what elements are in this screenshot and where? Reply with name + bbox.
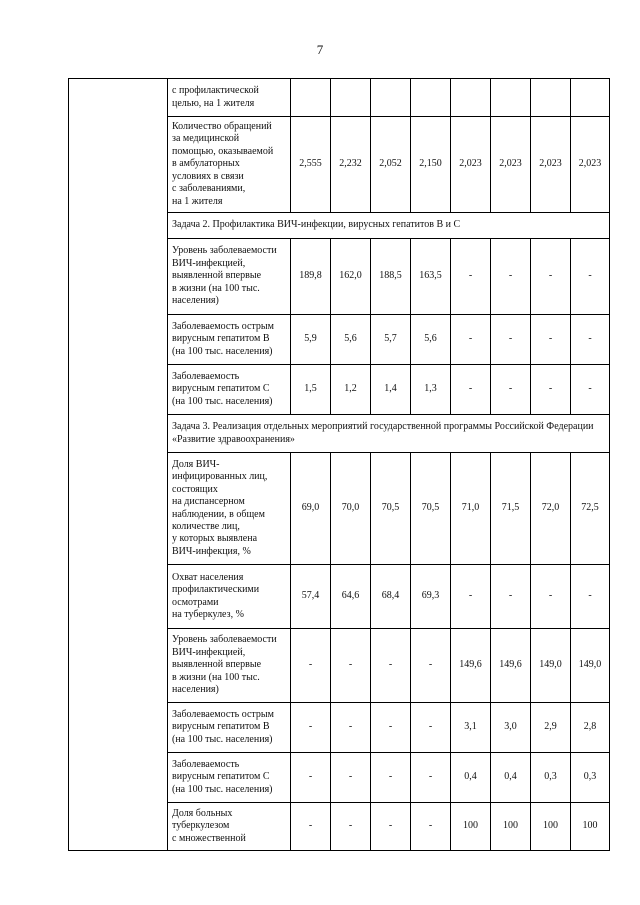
indicator-name: Уровень заболеваемости ВИЧ-инфекцией, выявленной впервые в жизни (на 100 тыс. населения) xyxy=(168,629,291,703)
indicator-value: - xyxy=(571,565,610,629)
indicator-value xyxy=(371,79,411,117)
indicator-value: - xyxy=(331,803,371,851)
indicator-name: Заболеваемость острым вирусным гепатитом В (на 100 тыс. населения) xyxy=(168,703,291,753)
indicator-value xyxy=(571,79,610,117)
indicator-value: 149,6 xyxy=(491,629,531,703)
indicator-value: - xyxy=(291,803,331,851)
indicator-value: 0,4 xyxy=(491,753,531,803)
indicator-name: Заболеваемость острым вирусным гепатитом В (на 100 тыс. населения) xyxy=(168,315,291,365)
indicator-value: 5,6 xyxy=(331,315,371,365)
task-heading: Задача 2. Профилактика ВИЧ-инфекции, вирусных гепатитов В и С xyxy=(168,213,610,239)
indicator-value: 2,9 xyxy=(531,703,571,753)
indicator-value: - xyxy=(451,565,491,629)
indicator-value: 0,3 xyxy=(571,753,610,803)
indicator-value: - xyxy=(291,703,331,753)
indicator-value: 71,5 xyxy=(491,453,531,565)
indicator-value: 5,9 xyxy=(291,315,331,365)
indicator-value: 149,0 xyxy=(531,629,571,703)
indicator-value: 72,0 xyxy=(531,453,571,565)
indicator-value xyxy=(331,79,371,117)
indicator-value: 69,0 xyxy=(291,453,331,565)
indicator-value: - xyxy=(491,565,531,629)
indicator-value: - xyxy=(571,239,610,315)
indicator-value: 163,5 xyxy=(411,239,451,315)
indicator-value: - xyxy=(371,753,411,803)
indicator-value: - xyxy=(411,629,451,703)
indicator-value: 100 xyxy=(571,803,610,851)
indicator-value: - xyxy=(331,703,371,753)
task-heading: Задача 3. Реализация отдельных мероприятий государственной программы Российской Федерации «Развитие здравоохранения» xyxy=(168,415,610,453)
indicator-name: Доля больных туберкулезом с множественной xyxy=(168,803,291,851)
indicator-value: - xyxy=(571,365,610,415)
indicator-value: - xyxy=(411,703,451,753)
indicator-value: 2,023 xyxy=(571,117,610,213)
indicator-value: - xyxy=(291,753,331,803)
page-number: 7 xyxy=(316,42,324,57)
indicator-value: 100 xyxy=(531,803,571,851)
indicator-value xyxy=(291,79,331,117)
indicator-value: - xyxy=(451,365,491,415)
indicator-value: 2,8 xyxy=(571,703,610,753)
table-body xyxy=(69,79,610,851)
program-column-cell xyxy=(69,79,168,851)
indicator-name: Заболеваемость вирусным гепатитом С (на 100 тыс. населения) xyxy=(168,753,291,803)
indicator-value: - xyxy=(411,753,451,803)
indicator-value: 0,4 xyxy=(451,753,491,803)
indicator-value: 189,8 xyxy=(291,239,331,315)
indicator-value: - xyxy=(291,629,331,703)
indicator-value: 149,0 xyxy=(571,629,610,703)
indicator-value xyxy=(411,79,451,117)
indicator-value: 64,6 xyxy=(331,565,371,629)
indicator-value: - xyxy=(411,803,451,851)
indicator-value: 2,232 xyxy=(331,117,371,213)
indicator-name: Заболеваемость вирусным гепатитом С (на 100 тыс. населения) xyxy=(168,365,291,415)
indicator-value: 100 xyxy=(451,803,491,851)
indicator-value: 69,3 xyxy=(411,565,451,629)
indicator-value: 70,5 xyxy=(411,453,451,565)
indicator-value: 3,0 xyxy=(491,703,531,753)
indicator-value: - xyxy=(371,629,411,703)
indicator-value: 72,5 xyxy=(571,453,610,565)
indicator-value: 2,555 xyxy=(291,117,331,213)
indicator-name: Охват населения профилактическими осмотрами на туберкулез, % xyxy=(168,565,291,629)
indicator-name: Количество обращений за медицинской помощью, оказываемой в амбулаторных условиях в связи с заболеваниями, на 1 жителя xyxy=(168,117,291,213)
indicator-value: 1,2 xyxy=(331,365,371,415)
indicator-value: 188,5 xyxy=(371,239,411,315)
indicator-value xyxy=(491,79,531,117)
indicator-value: - xyxy=(451,315,491,365)
indicator-value: - xyxy=(571,315,610,365)
indicator-value: 2,023 xyxy=(531,117,571,213)
indicator-value xyxy=(451,79,491,117)
indicator-value: 68,4 xyxy=(371,565,411,629)
indicator-value: 2,052 xyxy=(371,117,411,213)
indicator-value: 5,7 xyxy=(371,315,411,365)
indicator-name: Доля ВИЧ- инфицированных лиц, состоящих на диспансерном наблюдении, в общем количестве лиц, у которых выявлена ВИЧ-инфекция, % xyxy=(168,453,291,565)
indicator-value: 100 xyxy=(491,803,531,851)
indicator-value: 70,5 xyxy=(371,453,411,565)
indicator-value: - xyxy=(371,803,411,851)
indicator-value: 5,6 xyxy=(411,315,451,365)
indicator-value: 70,0 xyxy=(331,453,371,565)
indicator-value: 71,0 xyxy=(451,453,491,565)
indicator-value: - xyxy=(491,315,531,365)
indicator-value: 2,023 xyxy=(491,117,531,213)
indicator-value: 1,5 xyxy=(291,365,331,415)
indicator-name: Уровень заболеваемости ВИЧ-инфекцией, выявленной впервые в жизни (на 100 тыс. населения) xyxy=(168,239,291,315)
indicator-value: - xyxy=(531,315,571,365)
indicator-value xyxy=(531,79,571,117)
indicator-value: - xyxy=(371,703,411,753)
indicator-value: - xyxy=(331,629,371,703)
indicator-value: 1,4 xyxy=(371,365,411,415)
indicator-value: 57,4 xyxy=(291,565,331,629)
indicator-name: с профилактической целью, на 1 жителя xyxy=(168,79,291,117)
indicator-value: 0,3 xyxy=(531,753,571,803)
indicator-value: 3,1 xyxy=(451,703,491,753)
indicator-value: - xyxy=(331,753,371,803)
indicators-table xyxy=(68,78,610,851)
indicator-value: - xyxy=(531,365,571,415)
indicator-value: 149,6 xyxy=(451,629,491,703)
indicator-value: - xyxy=(491,239,531,315)
indicator-value: - xyxy=(531,565,571,629)
indicator-value: 2,150 xyxy=(411,117,451,213)
indicator-value: 2,023 xyxy=(451,117,491,213)
indicator-value: - xyxy=(491,365,531,415)
indicator-value: - xyxy=(531,239,571,315)
indicator-value: 1,3 xyxy=(411,365,451,415)
indicator-value: 162,0 xyxy=(331,239,371,315)
indicator-value: - xyxy=(451,239,491,315)
table-row xyxy=(69,79,610,117)
